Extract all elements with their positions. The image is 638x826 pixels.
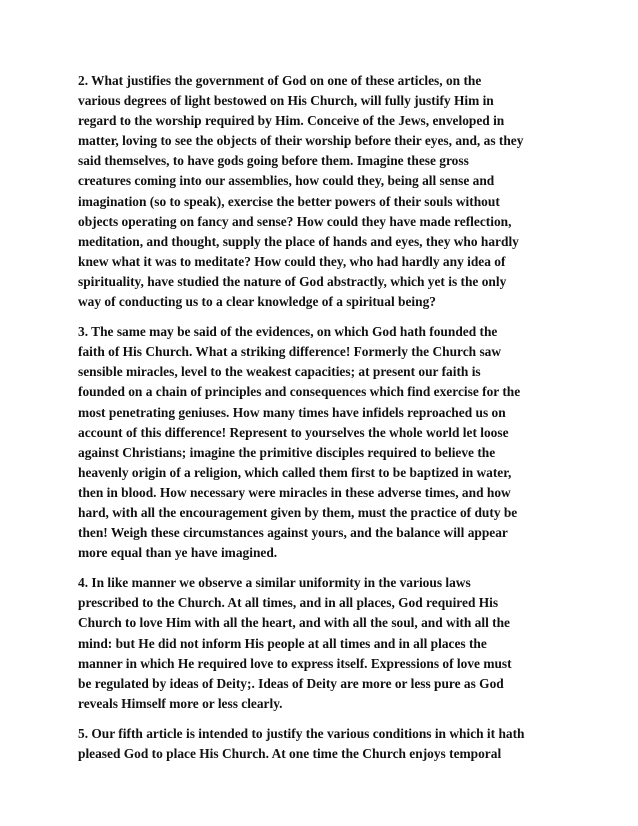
- paragraph-5: 5. Our fifth article is intended to justify the various conditions in which it hath pleased God to place His Church. At one time the Church enjoys temporal: [78, 725, 525, 761]
- paragraph-2: 2. What justifies the government of God on one of these articles, on the various degrees of light bestowed on His Church, will fully justify Him in regard to the worship required by Him. Conceive of the Jews, enveloped in matter, loving to see the objects of their worship before their eyes, and, as they said themselves, to have gods going before them. Imagine these gross creatures coming into our assemblies, how could they, being all sense and imagination (so to speak), exercise the better powers of their souls without objects operating on fancy and sense? How could they have made reflection, meditation, and thought, supply the place of hands and eyes, they who hardly knew what it was to meditate? How could they, who had hardly any idea of spirituality, have studied the nature of God abstractly, which yet is the only way of conducting us to a clear knowledge of a spiritual being?: [78, 73, 524, 310]
- paragraph-4: 4. In like manner we observe a similar uniformity in the various laws prescribed to the Church. At all times, and in all places, God required His Church to love Him with all the heart, and with all the soul, and with all the mind: but He did not inform His people at all times and in all places the manner in which He required love to express itself. Expressions of love must be regulated by ideas of Deity;. Ideas of Deity are more or less pure as God reveals Himself more or less clearly.: [78, 575, 512, 711]
- paragraph-3: 3. The same may be said of the evidences, on which God hath founded the faith of His Church. What a striking difference! Formerly the Church saw sensible miracles, level to the weakest capacities; at present our faith is founded on a chain of principles and consequences which find exercise for the most penetrating geniuses. How many times have infidels reproached us on account of this difference! Represent to yourselves the whole world let loose against Christians; imagine the primitive disciples required to believe the heavenly origin of a religion, which called them first to be baptized in water, then in blood. How necessary were miracles in these adverse times, and how hard, with all the encouragement given by them, must the practice of duty be then! Weigh these circumstances against yours, and the balance will appear more equal than ye have imagined.: [78, 324, 521, 561]
- document-body: [78, 71, 568, 774]
